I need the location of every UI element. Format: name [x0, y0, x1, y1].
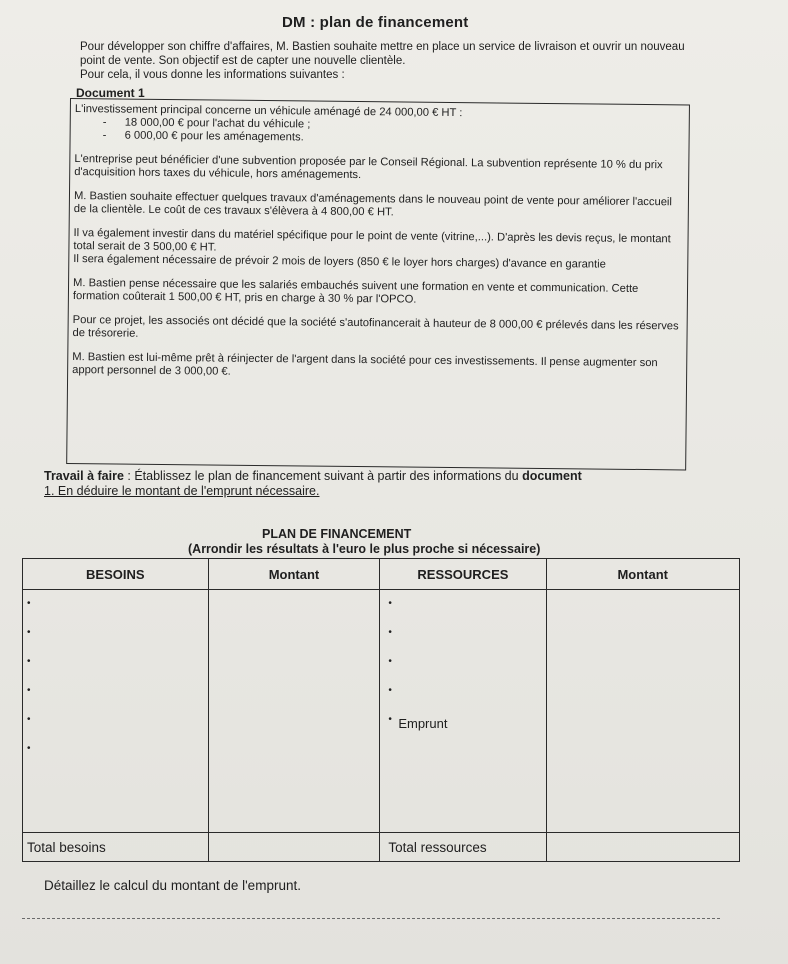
ressources-item	[380, 590, 545, 619]
task-instructions	[44, 469, 744, 499]
document-paragraph: L'entreprise peut bénéficier d'une subvention proposée par le Conseil Régional. La subvention représente 10 % du prix d'acquisition hors taxes du véhicule, hors aménagements.	[74, 153, 663, 182]
document-paragraph: Il sera également nécessaire de prévoir 2 mois de loyers (850 € le loyer hors charges) d'avance en garantie	[73, 253, 606, 271]
ressources-list	[380, 590, 545, 740]
besoins-list	[23, 590, 208, 764]
header-ressources: RESSOURCES	[380, 559, 546, 590]
ressources-item	[380, 619, 545, 648]
besoins-item	[23, 590, 208, 619]
header-montant-besoins: Montant	[208, 559, 380, 590]
task-line	[44, 469, 744, 484]
task-text-bold: document	[522, 469, 582, 483]
document-paragraph: M. Bastien est lui-même prêt à réinjecter de l'argent dans la société pour ces investissements. Il pense augmenter son apport personnel de 3 000,00 €.	[72, 351, 658, 378]
answer-dotted-line[interactable]	[22, 918, 720, 919]
plan-subtitle: (Arrondir les résultats à l'euro le plus proche si nécessaire)	[188, 542, 541, 556]
document-paragraph: M. Bastien souhaite effectuer quelques travaux d'aménagements dans le nouveau point de vente pour améliorer l'accueil de la clientèle. Le coût de ces travaux s'élèvera à 4 800,00 € HT.	[73, 190, 673, 219]
calculation-prompt: Détaillez le calcul du montant de l'emprunt.	[44, 878, 301, 893]
montant-ressources-cell[interactable]	[546, 590, 740, 833]
table-body-row	[23, 590, 740, 833]
document-bullet-list	[75, 116, 683, 148]
task-question	[44, 484, 744, 499]
ressources-item	[380, 677, 545, 706]
total-besoins-label: Total besoins	[23, 833, 209, 862]
header-besoins: BESOINS	[23, 559, 209, 590]
ressources-item	[380, 648, 545, 677]
page-title: DM : plan de financement	[282, 14, 469, 31]
task-text: : Établissez le plan de financement suivant à partir des informations du	[123, 469, 523, 483]
besoins-item	[23, 677, 208, 706]
intro-line-1: Pour développer son chiffre d'affaires, M. Bastien souhaite mettre en place un service de livraison et ouvrir un nouveau point de vente. Son objectif est de capter une nouvelle clientèle.	[80, 41, 685, 67]
document-paragraph: Il va également investir dans du matériel spécifique pour le point de vente (vitrine,...). D'après les devis reçus, le montant total serait de 3 500,00 € HT.	[73, 227, 671, 254]
total-ressources-value[interactable]	[546, 833, 740, 862]
financing-plan-table	[22, 558, 740, 862]
intro-text	[80, 40, 700, 82]
ressources-cell[interactable]	[380, 590, 546, 833]
besoins-item	[23, 706, 208, 735]
besoins-item	[23, 619, 208, 648]
document-paragraph: Pour ce projet, les associés ont décidé que la société s'autofinancerait à hauteur de 8 000,00 € prélevés dans les réserves de trésorerie.	[72, 314, 679, 340]
intro-line-2: Pour cela, il vous donne les informations suivantes :	[80, 69, 345, 81]
task-label: Travail à faire	[44, 469, 124, 483]
document-bullet: - 18 000,00 € pour l'achat du véhicule ;	[125, 117, 683, 136]
besoins-item	[23, 648, 208, 677]
plan-title: PLAN DE FINANCEMENT	[262, 527, 412, 541]
task-question-text: 1. En déduire le montant de l'emprunt nécessaire.	[44, 484, 320, 498]
montant-besoins-cell[interactable]	[208, 590, 380, 833]
besoins-item	[23, 735, 208, 764]
besoins-cell[interactable]	[23, 590, 209, 833]
header-montant-ressources: Montant	[546, 559, 740, 590]
document-label: Document 1	[76, 86, 145, 100]
document-bullet: - 6 000,00 € pour les aménagements.	[125, 130, 683, 149]
total-besoins-value[interactable]	[208, 833, 380, 862]
table-total-row	[23, 833, 740, 862]
document-paragraph: L'investissement principal concerne un véhicule aménagé de 24 000,00 € HT :	[74, 103, 463, 120]
total-ressources-label: Total ressources	[380, 833, 546, 862]
ressources-item-emprunt: • Emprunt	[380, 706, 545, 740]
document-paragraph: M. Bastien pense nécessaire que les salariés embauchés suivent une formation en vente et communication. Cette formation coûterait 1 500,00 € HT, pris en charge à 30 % par l'OPCO.	[72, 277, 639, 306]
document-box	[66, 98, 690, 470]
table-header-row	[23, 559, 740, 590]
